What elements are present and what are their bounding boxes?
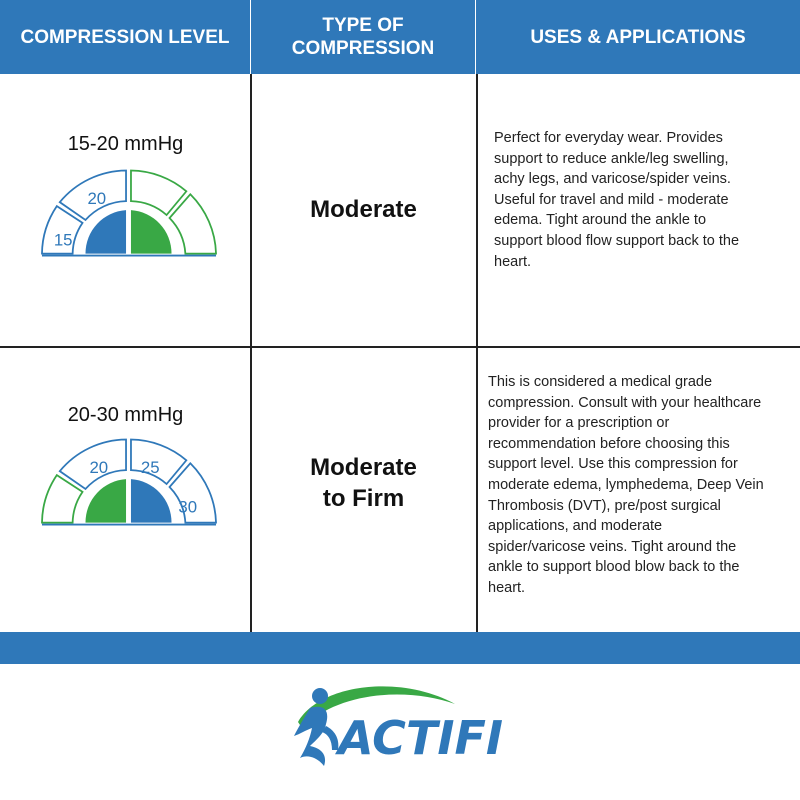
row2-description <box>488 372 764 599</box>
desc-line: Perfect for everyday wear. Provides <box>494 130 723 146</box>
row1-type-line1: Moderate <box>310 196 417 223</box>
desc-line: edema. Tight around the ankle to <box>494 212 707 229</box>
footer-bar <box>0 632 800 664</box>
row1-compression-level: 15-20 mmHg <box>67 133 184 155</box>
header-type-line2: COMPRESSION <box>291 38 435 59</box>
column-divider <box>250 74 252 632</box>
row2-type-line2: to Firm <box>322 485 405 512</box>
desc-line: Useful for travel and mild - moderate <box>494 191 729 208</box>
gauge-label: 25 <box>140 458 160 478</box>
desc-line: support level. Use this compression for <box>488 456 738 473</box>
gauge-label: 20 <box>89 458 109 478</box>
row2-type-line1: Moderate <box>310 454 417 481</box>
desc-line: heart. <box>488 579 526 596</box>
row1-description <box>494 128 739 272</box>
header-type-of-compression <box>251 0 476 74</box>
row1-gauge-icon <box>40 168 218 264</box>
header-compression-level: COMPRESSION LEVEL <box>0 0 251 74</box>
desc-line: compression. Consult with your healthcare <box>488 394 762 411</box>
desc-line: heart. <box>494 253 532 270</box>
logo-runner-body-icon <box>294 707 327 766</box>
desc-line: ankle to support blood blow back to the <box>488 559 740 576</box>
column-divider <box>476 74 478 632</box>
table-header <box>0 0 800 74</box>
gauge-label: 30 <box>178 497 198 517</box>
row-divider <box>0 346 800 348</box>
row2-compression-level: 20-30 mmHg <box>67 404 184 426</box>
desc-line: moderate edema, lymphedema, Deep Vein <box>488 476 764 493</box>
gauge-green-fill <box>131 210 172 254</box>
desc-line: support to reduce ankle/leg swelling, <box>494 150 729 167</box>
desc-line: recommendation before choosing this <box>488 435 730 452</box>
gauge-label: 20 <box>87 189 107 209</box>
desc-line: Thrombosis (DVT), pre/post surgical <box>488 497 721 514</box>
desc-line: support blood flow support back to the <box>494 232 740 249</box>
logo-runner-leg-icon <box>322 726 338 750</box>
desc-line: spider/varicose veins. Tight around the <box>488 538 737 555</box>
row1-compression-type <box>251 194 476 225</box>
header-type-line1: TYPE OF <box>322 15 404 36</box>
gauge-green-fill <box>85 479 126 523</box>
gauge-blue-fill <box>131 479 172 523</box>
desc-line: applications, and moderate <box>488 518 663 535</box>
gauge-blue-fill <box>85 210 126 254</box>
desc-line: This is considered a medical grade <box>488 374 713 390</box>
gauge-label: 15 <box>53 230 73 250</box>
actifi-logo-icon <box>280 674 520 774</box>
desc-line: achy legs, and varicose/spider veins. <box>494 171 731 188</box>
row2-gauge-icon <box>40 437 218 533</box>
logo-text: ACTIFI <box>338 711 503 765</box>
logo-runner-head-icon <box>312 688 328 704</box>
desc-line: provider for a prescription or <box>488 415 670 432</box>
row2-compression-type <box>251 452 476 514</box>
header-uses-applications: USES & APPLICATIONS <box>530 26 746 48</box>
